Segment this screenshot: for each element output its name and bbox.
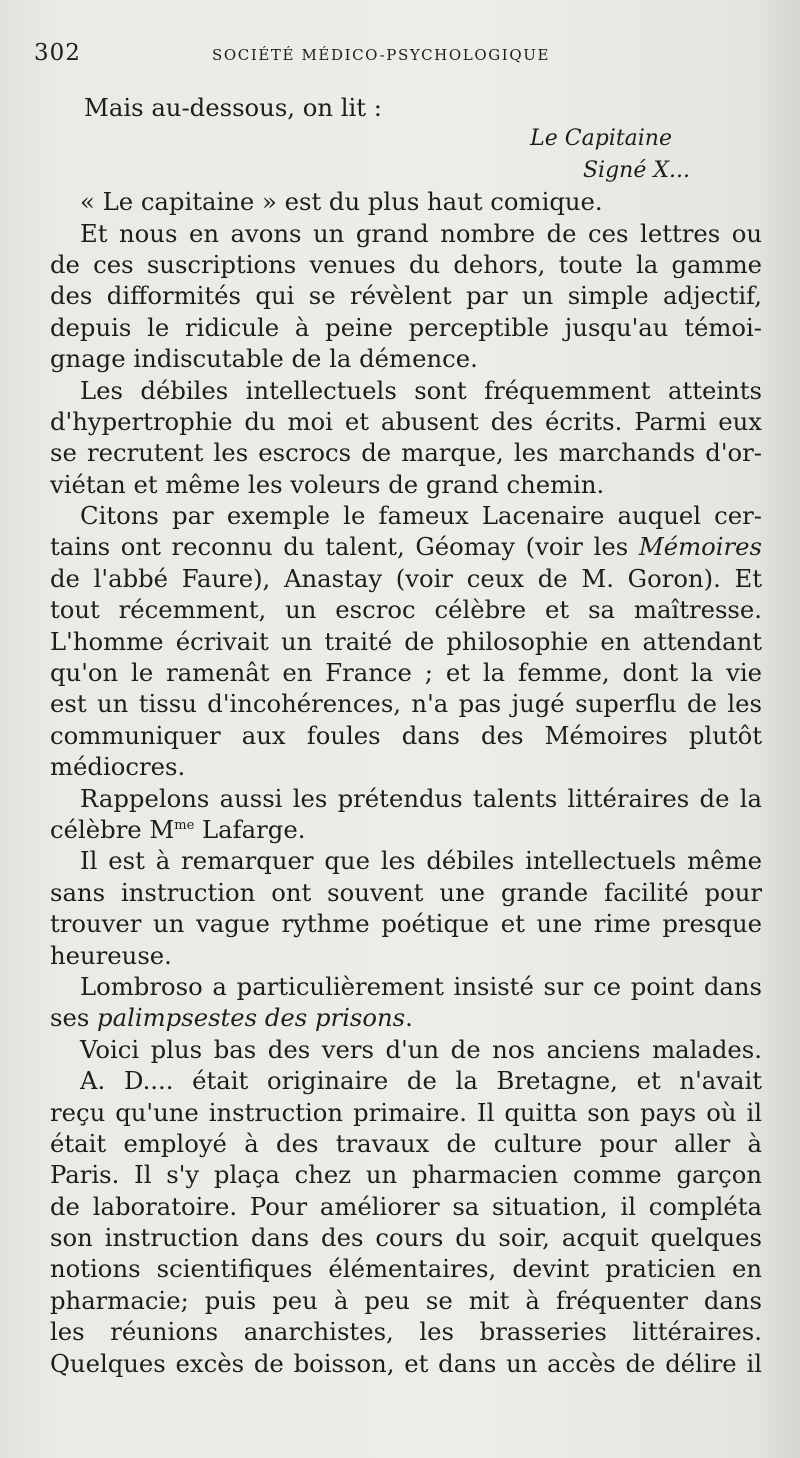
text-line: est un tissu d'incohérences, n'a pas jugé superflu de les [50, 689, 762, 719]
text-line [50, 814, 762, 845]
text-line: sans instruction ont souvent une grande facilité pour [50, 877, 762, 907]
text-line: Paris. Il s'y plaça chez un pharmacien comme garçon [50, 1160, 762, 1190]
text-line: était employé à des travaux de culture pour aller à [50, 1128, 762, 1158]
text-line: trouver un vague rythme poétique et une rime presque [50, 909, 762, 939]
page-number: 302 [34, 40, 81, 66]
running-head: SOCIÉTÉ MÉDICO-PSYCHOLOGIQUE [212, 46, 551, 64]
signature-line: Le Capitaine [530, 126, 672, 152]
italic-run: palimpsestes des prisons [97, 1003, 406, 1033]
text-line: les réunions anarchistes, les brasseries littéraires. [50, 1317, 762, 1347]
text-line: depuis le ridicule à peine perceptible jusqu'au témoi- [50, 312, 762, 342]
text-line: tout récemment, un escroc célèbre et sa maîtresse. [50, 595, 762, 625]
text-line: notions scientifiques élémentaires, devint praticien en [50, 1254, 762, 1284]
text-line: communiquer aux foules dans des Mémoires plutôt [50, 720, 762, 750]
text-line: Citons par exemple le fameux Lacenaire auquel cer- [80, 501, 762, 531]
superscript-run: me [174, 817, 195, 833]
text-run: célèbre M [50, 814, 175, 844]
text-line [50, 531, 762, 562]
text-line: reçu qu'une instruction primaire. Il quitta son pays où il [50, 1097, 762, 1127]
text-line: se recrutent les escrocs de marque, les marchands d'or- [50, 438, 762, 468]
body-text [50, 92, 762, 1379]
text-line: des difformités qui se révèlent par un simple adjectif, [50, 281, 762, 311]
text-line: Il est à remarquer que les débiles intellectuels même [80, 846, 762, 876]
page-header [0, 40, 800, 76]
text-line: A. D.... était originaire de la Bretagne, et n'avait [80, 1066, 762, 1096]
text-line: Et nous en avons un grand nombre de ces lettres ou [80, 218, 762, 248]
text-line: de laboratoire. Pour améliorer sa situation, il compléta [50, 1191, 762, 1221]
text-line: Les débiles intellectuels sont fréquemment atteints [80, 375, 762, 405]
text-line: son instruction dans des cours du soir, acquit quelques [50, 1223, 762, 1253]
text-line: Mais au-dessous, on lit : [84, 93, 382, 122]
signature-line: Signé X... [582, 157, 690, 183]
text-line: viétan et même les voleurs de grand chemin. [50, 469, 605, 499]
text-line: Quelques excès de boisson, et dans un accès de délire il [50, 1348, 762, 1378]
text-line: de l'abbé Faure), Anastay (voir ceux de M. Goron). Et [50, 563, 762, 593]
text-line: Rappelons aussi les prétendus talents littéraires de la [80, 783, 762, 813]
text-line: L'homme écrivait un traité de philosophie en attendant [50, 626, 762, 656]
text-run: Lafarge. [194, 814, 306, 844]
text-line: heureuse. [50, 940, 172, 970]
text-line: médiocres. [50, 752, 186, 782]
text-line: de ces suscriptions venues du dehors, toute la gamme [50, 249, 762, 279]
italic-run: Mémoires [638, 532, 762, 562]
text-line: d'hypertrophie du moi et abusent des écrits. Parmi eux [50, 406, 762, 436]
text-run: tains ont reconnu du talent, Géomay (voir les [50, 532, 639, 562]
text-line: Voici plus bas des vers d'un de nos anciens malades. [80, 1034, 762, 1064]
text-line [50, 1002, 762, 1033]
text-run: . [405, 1003, 413, 1033]
text-line: pharmacie; puis peu à peu se mit à fréquenter dans [50, 1285, 762, 1315]
text-line: gnage indiscutable de la démence. [50, 344, 478, 374]
text-line: Lombroso a particulièrement insisté sur ce point dans [80, 971, 762, 1001]
text-line: qu'on le ramenât en France ; et la femme, dont la vie [50, 658, 762, 688]
text-line: « Le capitaine » est du plus haut comique. [80, 187, 603, 217]
text-run: ses [50, 1003, 98, 1033]
